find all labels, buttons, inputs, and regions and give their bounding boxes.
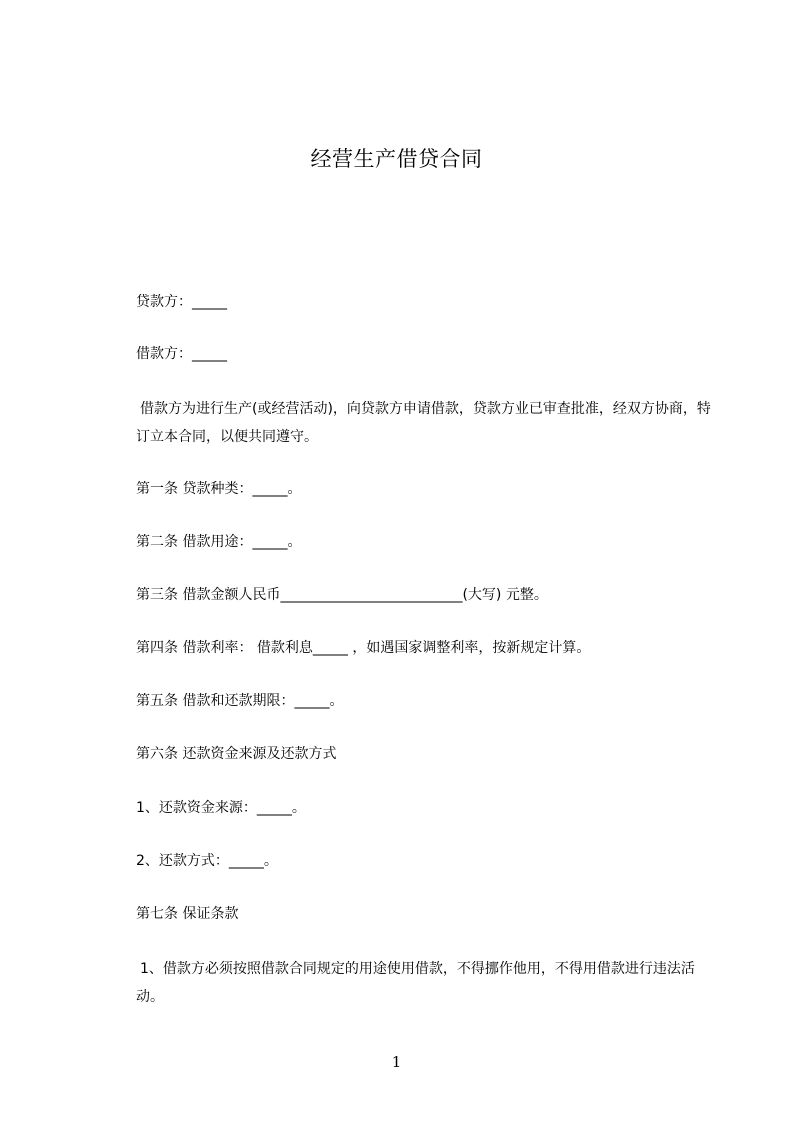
borrower-line: 借款方：_____ [136, 346, 227, 362]
article-3: 第三条 借款金额人民币__________________________(大写) 元整。 [136, 587, 548, 603]
article-7-item-1: 1、借款方必须按照借款合同规定的用途使用借款，不得挪作他用，不得用借款进行违法活动。 [136, 961, 695, 1005]
page-number: 1 [391, 1053, 402, 1071]
article-6-item-1: 1、还款资金来源：_____。 [136, 800, 306, 816]
article-5: 第五条 借款和还款期限：_____。 [136, 693, 344, 709]
lender-line: 贷款方：_____ [136, 294, 227, 310]
article-4: 第四条 借款利率： 借款利息_____ ，如遇国家调整利率，按新规定计算。 [136, 640, 591, 656]
article-1: 第一条 贷款种类：_____。 [136, 481, 302, 497]
article-6-item-2: 2、还款方式：_____。 [136, 853, 278, 869]
intro-paragraph: 借款方为进行生产(或经营活动)，向贷款方申请借款，贷款方业已审查批准，经双方协商，特订立本合同，以便共同遵守。 [136, 401, 711, 445]
article-2: 第二条 借款用途：_____。 [136, 534, 302, 550]
article-6: 第六条 还款资金来源及还款方式 [136, 746, 337, 762]
document-title: 经营生产借贷合同 [310, 147, 483, 171]
article-7: 第七条 保证条款 [136, 906, 239, 922]
